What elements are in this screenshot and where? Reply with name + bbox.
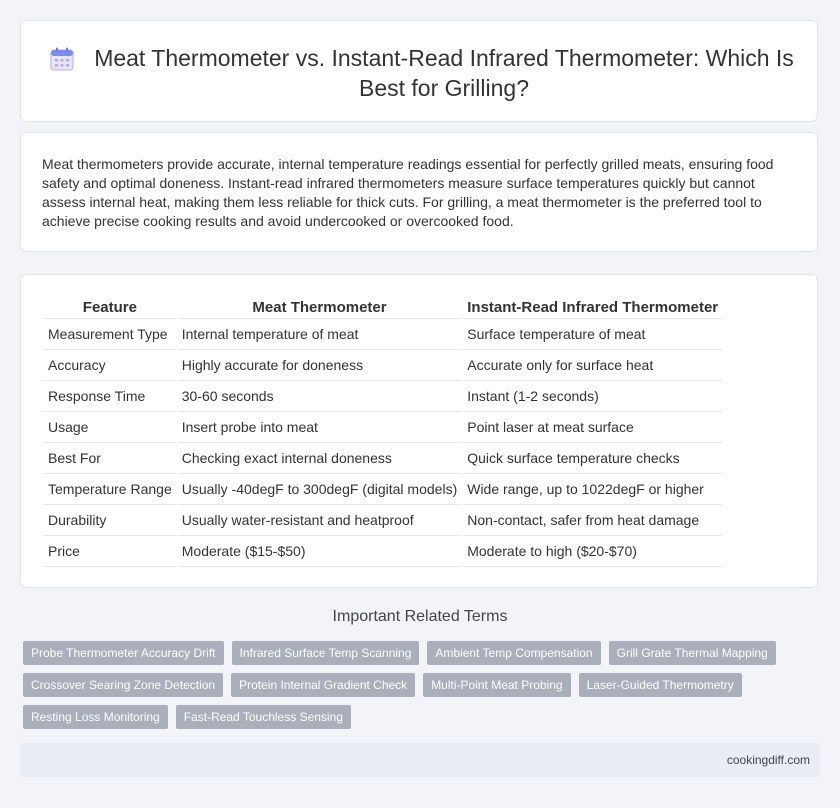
- related-terms-list: [23, 641, 803, 729]
- table-header-row: [44, 296, 722, 319]
- column-header: Meat Thermometer: [178, 296, 461, 319]
- table-row: [44, 536, 722, 567]
- table-cell: Moderate ($15-$50): [178, 536, 461, 567]
- table-cell: Insert probe into meat: [178, 412, 461, 443]
- table-cell: Best For: [44, 443, 176, 474]
- term-tag[interactable]: Protein Internal Gradient Check: [231, 673, 415, 697]
- table-row: [44, 443, 722, 474]
- calendar-icon: [49, 47, 75, 71]
- title-card: [20, 20, 818, 122]
- term-tag[interactable]: Grill Grate Thermal Mapping: [609, 641, 776, 665]
- table-cell: Point laser at meat surface: [463, 412, 722, 443]
- table-cell: 30-60 seconds: [178, 381, 461, 412]
- term-tag[interactable]: Fast-Read Touchless Sensing: [176, 705, 351, 729]
- term-tag[interactable]: Laser-Guided Thermometry: [579, 673, 742, 697]
- table-cell: Measurement Type: [44, 319, 176, 350]
- table-row: [44, 412, 722, 443]
- term-tag[interactable]: Multi-Point Meat Probing: [423, 673, 570, 697]
- table-row: [44, 505, 722, 536]
- table-row: [44, 474, 722, 505]
- term-tag[interactable]: Crossover Searing Zone Detection: [23, 673, 223, 697]
- footer: [20, 743, 820, 777]
- intro-paragraph: Meat thermometers provide accurate, internal temperature readings essential for perfectly grilled meats, ensuring food safety and optimal doneness. Instant-read infrared thermometers measure surface temperatures quickly but cannot assess internal heat, making them less reliable for thick cuts. For grilling, a meat thermometer is the preferred tool to achieve precise cooking results and avoid undercooked or overcooked food.: [42, 156, 774, 229]
- table-cell: Non-contact, safer from heat damage: [463, 505, 722, 536]
- term-tag[interactable]: Ambient Temp Compensation: [427, 641, 600, 665]
- table-cell: Durability: [44, 505, 176, 536]
- table-cell: Usually -40degF to 300degF (digital models): [178, 474, 461, 505]
- related-terms-heading: Important Related Terms: [332, 608, 508, 625]
- term-tag[interactable]: Probe Thermometer Accuracy Drift: [23, 641, 224, 665]
- table-cell: Usually water-resistant and heatproof: [178, 505, 461, 536]
- table-cell: Moderate to high ($20-$70): [463, 536, 722, 567]
- table-row: [44, 381, 722, 412]
- table-cell: Instant (1-2 seconds): [463, 381, 722, 412]
- table-cell: Price: [44, 536, 176, 567]
- table-row: [44, 350, 722, 381]
- table-cell: Internal temperature of meat: [178, 319, 461, 350]
- comparison-table: [42, 296, 724, 567]
- table-cell: Highly accurate for doneness: [178, 350, 461, 381]
- page-title: Meat Thermometer vs. Instant-Read Infrared Thermometer: Which Is Best for Grilling?: [94, 45, 794, 101]
- table-cell: Temperature Range: [44, 474, 176, 505]
- term-tag[interactable]: Infrared Surface Temp Scanning: [232, 641, 420, 665]
- footer-site-link[interactable]: cookingdiff.com: [726, 753, 810, 767]
- intro-card: [20, 132, 818, 252]
- table-cell: Surface temperature of meat: [463, 319, 722, 350]
- table-cell: Usage: [44, 412, 176, 443]
- comparison-card: [20, 274, 818, 588]
- table-row: [44, 319, 722, 350]
- table-cell: Accuracy: [44, 350, 176, 381]
- table-cell: Accurate only for surface heat: [463, 350, 722, 381]
- column-header: Instant-Read Infrared Thermometer: [463, 296, 722, 319]
- table-cell: Wide range, up to 1022degF or higher: [463, 474, 722, 505]
- table-cell: Quick surface temperature checks: [463, 443, 722, 474]
- term-tag[interactable]: Resting Loss Monitoring: [23, 705, 168, 729]
- table-cell: Response Time: [44, 381, 176, 412]
- column-header: Feature: [44, 296, 176, 319]
- table-cell: Checking exact internal doneness: [178, 443, 461, 474]
